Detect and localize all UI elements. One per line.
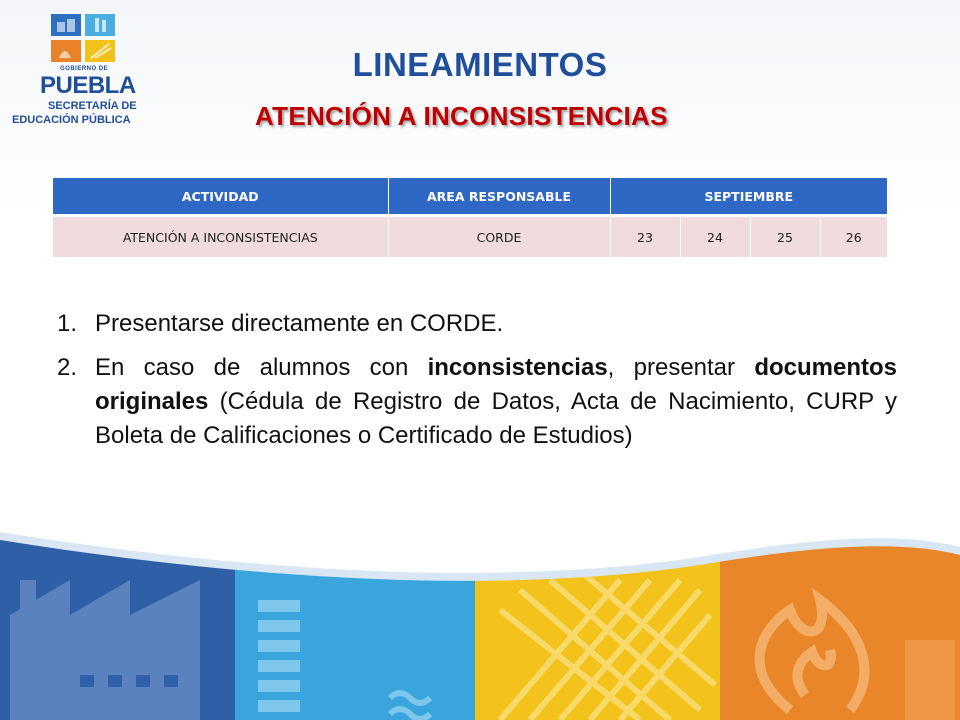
logo-educacion-text: EDUCACIÓN PÚBLICA [12,114,131,126]
list-item-text: En caso de alumnos con [95,354,428,382]
page-subtitle: ATENCIÓN A INCONSISTENCIAS [255,101,668,131]
list-item-text: Presentarse directamente en CORDE. [95,310,504,337]
logo-gobierno-text: GOBIERNO DE [60,66,109,72]
list-item-text: , presentar [607,354,755,382]
list-item-text: (Cédula de Registro de Datos, Acta de Nacimiento, CURP y Boleta de Calificaciones o Certificado de Estudios) [95,388,897,450]
cell-day: 23 [610,216,680,258]
cell-day: 26 [820,216,887,258]
list-item-number: 1. [57,310,78,337]
header-actividad: ACTIVIDAD [53,178,388,216]
cell-day: 25 [750,216,820,258]
cell-actividad: ATENCIÓN A INCONSISTENCIAS [53,216,388,258]
logo-secretaria-text: SECRETARÍA DE [48,100,137,112]
factory-icon [10,580,200,720]
activity-table [53,178,887,257]
cell-day: 24 [680,216,750,258]
table-header-row [53,178,887,216]
logo-puebla-text: PUEBLA [40,72,136,99]
emphasis-inconsistencias: inconsistencias [427,354,608,382]
header-area-responsable: AREA RESPONSABLE [388,178,610,216]
list-item [55,307,897,341]
guidelines-list [55,307,897,463]
cell-area: CORDE [388,216,610,258]
page-title: LINEAMIENTOS [352,46,608,83]
list-item-number: 2. [57,354,78,382]
list-item [55,351,897,453]
header-septiembre: SEPTIEMBRE [610,178,887,216]
decorative-banner [0,520,960,720]
emphasis-documentos: documentos originales [95,354,897,416]
table-row [53,216,887,258]
